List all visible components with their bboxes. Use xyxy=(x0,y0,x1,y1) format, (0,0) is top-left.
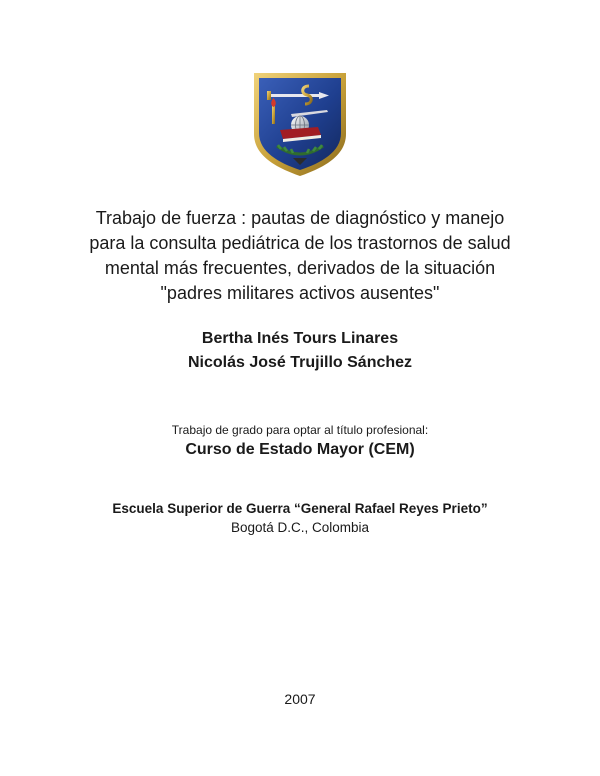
degree-label: Trabajo de grado para optar al título profesional: xyxy=(171,423,429,437)
degree-title: Curso de Estado Mayor (CEM) xyxy=(185,441,415,458)
document-title xyxy=(60,206,540,306)
school-name: Escuela Superior de Guerra “General Rafael Reyes Prieto” xyxy=(112,501,488,516)
military-school-crest-icon xyxy=(251,70,349,178)
city-name: Bogotá D.C., Colombia xyxy=(230,520,370,535)
title-line: para la consulta pediátrica de los trastornos de salud xyxy=(89,233,511,253)
author-name: Bertha Inés Tours Linares xyxy=(201,330,399,347)
title-line: Trabajo de fuerza : pautas de diagnóstico y manejo xyxy=(95,208,505,228)
author-list xyxy=(60,327,540,375)
title-line: "padres militares activos ausentes" xyxy=(160,283,440,303)
author-name: Nicolás José Trujillo Sánchez xyxy=(187,354,413,371)
publication-year: 2007 xyxy=(284,691,316,707)
title-line: mental más frecuentes, derivados de la situación xyxy=(104,258,496,278)
